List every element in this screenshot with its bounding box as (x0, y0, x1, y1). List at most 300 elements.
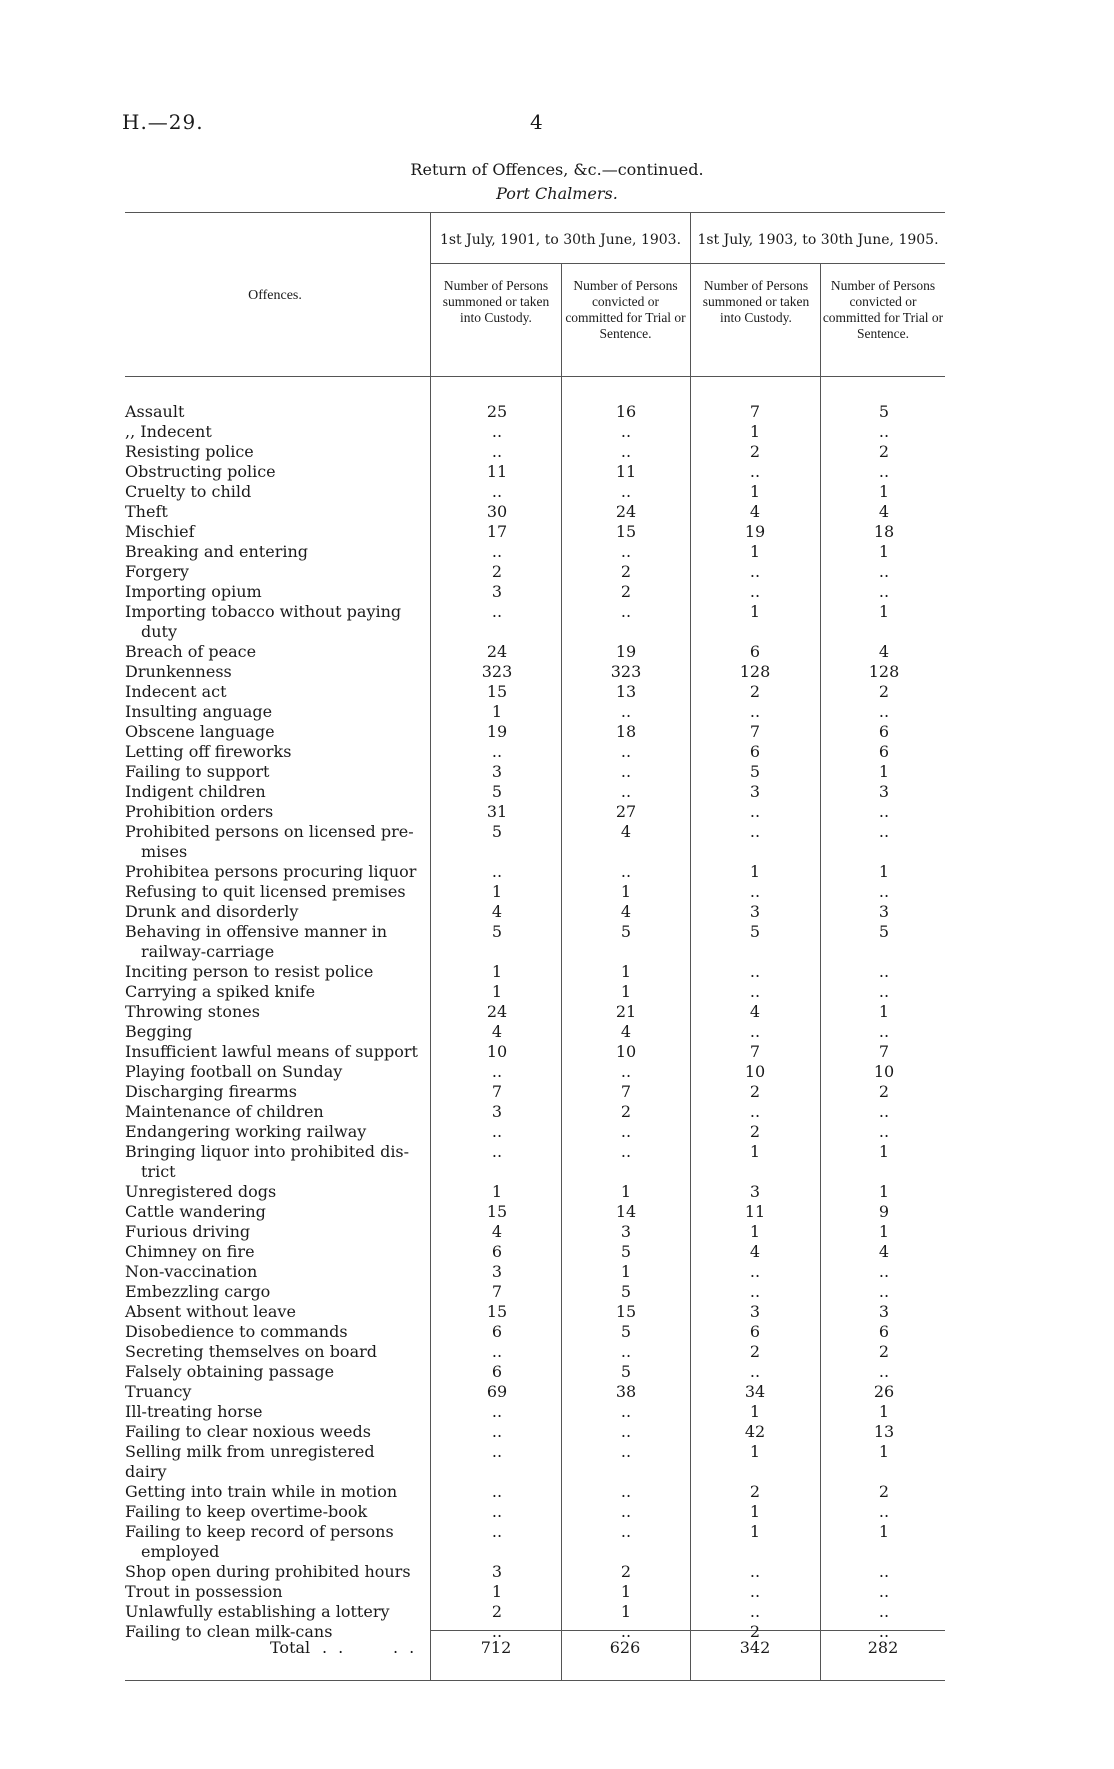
offence-name: Embezzling cargo (125, 1282, 271, 1301)
offence-name: Failing to keep overtime-book (125, 1502, 368, 1521)
table-row (125, 1602, 945, 1622)
offence-name: Prohibition orders (125, 802, 274, 821)
value-cell: 9 (878, 1202, 890, 1221)
table-row (125, 1182, 945, 1202)
offence-name: Getting into train while in motion (125, 1482, 398, 1501)
total-cell: 342 (739, 1638, 771, 1657)
value-cell: 6 (749, 1322, 761, 1341)
value-cell: .. (878, 1602, 890, 1621)
value-cell: 6 (878, 722, 890, 741)
offence-name: Insufficient lawful means of support (125, 1042, 418, 1061)
value-cell: 4 (749, 1242, 761, 1261)
value-cell: 24 (486, 642, 508, 661)
table-row (125, 1002, 945, 1022)
offence-name: Maintenance of children (125, 1102, 324, 1121)
value-cell: 5 (620, 1282, 632, 1301)
value-cell: .. (491, 1442, 503, 1461)
value-cell: .. (878, 802, 890, 821)
table-row (125, 1562, 945, 1582)
value-cell: 3 (491, 762, 503, 781)
value-cell: .. (878, 962, 890, 981)
total-dots: . . (322, 1638, 347, 1657)
value-cell: .. (878, 1122, 890, 1141)
offence-name: Begging (125, 1022, 193, 1041)
table-row (125, 962, 945, 982)
value-cell: 16 (615, 402, 637, 421)
value-cell: .. (620, 1442, 632, 1461)
value-cell: .. (620, 1502, 632, 1521)
value-cell: 1 (491, 702, 503, 721)
offence-name: Drunkenness (125, 662, 232, 681)
value-cell: 7 (491, 1082, 503, 1101)
table-row (125, 582, 945, 602)
column-header-summoned-1901: Number of Persons summoned or taken into Custody. (442, 278, 550, 325)
table-row (125, 742, 945, 762)
offence-name: Chimney on fire (125, 1242, 255, 1261)
value-cell: 19 (744, 522, 766, 541)
table-row (125, 1222, 945, 1242)
offence-name: Assault (125, 402, 185, 421)
value-cell: 5 (878, 402, 890, 421)
value-cell: 7 (749, 402, 761, 421)
value-cell: 1 (620, 1262, 632, 1281)
value-cell: .. (749, 1562, 761, 1581)
offence-name: Truancy (125, 1382, 192, 1401)
value-cell: 7 (620, 1082, 632, 1101)
value-cell: 26 (873, 1382, 895, 1401)
value-cell: 1 (620, 1602, 632, 1621)
value-cell: 2 (491, 562, 503, 581)
table-row (125, 1262, 945, 1282)
offence-name: Indigent children (125, 782, 266, 801)
value-cell: 1 (620, 982, 632, 1001)
value-cell: .. (749, 702, 761, 721)
table-row (125, 542, 945, 562)
offence-name: Indecent act (125, 682, 227, 701)
value-cell: .. (749, 982, 761, 1001)
offence-name: Secreting themselves on board (125, 1342, 377, 1361)
value-cell: .. (878, 1502, 890, 1521)
value-cell: 4 (491, 902, 503, 921)
value-cell: 1 (878, 1142, 890, 1161)
value-cell: 42 (744, 1422, 766, 1441)
value-cell: 1 (749, 482, 761, 501)
table-row (125, 1582, 945, 1602)
table-row (125, 1142, 945, 1182)
table-row (125, 782, 945, 802)
value-cell: 4 (620, 902, 632, 921)
column-header-convicted-1903: Number of Persons convicted or committed for Trial or Sentence. (822, 278, 944, 341)
offence-name: Refusing to quit licensed premises (125, 882, 406, 901)
table-bottom-rule (125, 1680, 945, 1681)
value-cell: 19 (615, 642, 637, 661)
value-cell: 5 (620, 922, 632, 941)
table-row (125, 682, 945, 702)
value-cell: 2 (491, 1602, 503, 1621)
value-cell: 24 (486, 1002, 508, 1021)
value-cell: 3 (878, 1302, 890, 1321)
offence-name: Inciting person to resist police (125, 962, 374, 981)
value-cell: .. (878, 582, 890, 601)
value-cell: 4 (491, 1222, 503, 1241)
value-cell: 2 (620, 1562, 632, 1581)
value-cell: 128 (868, 662, 900, 681)
value-cell: 3 (749, 902, 761, 921)
table-row (125, 1482, 945, 1502)
value-cell: 1 (749, 1502, 761, 1521)
value-cell: .. (749, 822, 761, 841)
value-cell: .. (878, 982, 890, 1001)
value-cell: .. (749, 462, 761, 481)
value-cell: 1 (620, 1582, 632, 1601)
total-label: Total (270, 1638, 311, 1657)
value-cell: .. (620, 762, 632, 781)
value-cell: .. (749, 802, 761, 821)
table-row (125, 1302, 945, 1322)
total-cell: 282 (867, 1638, 899, 1657)
value-cell: 128 (739, 662, 771, 681)
offence-name: Bringing liquor into prohibited dis- (125, 1142, 410, 1161)
value-cell: 30 (486, 502, 508, 521)
value-cell: 10 (873, 1062, 895, 1081)
value-cell: 5 (620, 1242, 632, 1261)
table-row (125, 442, 945, 462)
value-cell: 6 (878, 742, 890, 761)
table-row (125, 862, 945, 882)
value-cell: 3 (491, 1562, 503, 1581)
total-cell: 626 (609, 1638, 641, 1657)
value-cell: .. (620, 1622, 632, 1641)
value-cell: 11 (744, 1202, 766, 1221)
document-reference: H.—29. (122, 110, 204, 134)
value-cell: .. (878, 702, 890, 721)
period-header-1903-1905: 1st July, 1903, to 30th June, 1905. (697, 232, 939, 248)
total-dots: . . (393, 1638, 418, 1657)
value-cell: 34 (744, 1382, 766, 1401)
value-cell: 17 (486, 522, 508, 541)
value-cell: .. (620, 482, 632, 501)
table-row (125, 1322, 945, 1342)
value-cell: .. (878, 1362, 890, 1381)
value-cell: 2 (749, 682, 761, 701)
value-cell: 19 (486, 722, 508, 741)
offence-name: Failing to clean milk-cans (125, 1622, 333, 1641)
value-cell: .. (491, 482, 503, 501)
value-cell: 5 (491, 782, 503, 801)
table-top-rule (125, 212, 945, 213)
value-cell: 31 (486, 802, 508, 821)
value-cell: 1 (878, 1522, 890, 1541)
table-row (125, 1402, 945, 1422)
offence-name: Importing tobacco without paying (125, 602, 402, 621)
value-cell: .. (749, 1582, 761, 1601)
value-cell: .. (749, 582, 761, 601)
table-row (125, 1342, 945, 1362)
value-cell: 5 (491, 822, 503, 841)
offence-name: Unlawfully establishing a lottery (125, 1602, 390, 1621)
value-cell: 1 (749, 1402, 761, 1421)
value-cell: .. (749, 1282, 761, 1301)
value-cell: 15 (486, 682, 508, 701)
value-cell: 2 (749, 1622, 761, 1641)
value-cell: 3 (749, 1182, 761, 1201)
value-cell: 4 (620, 1022, 632, 1041)
offence-name: Cattle wandering (125, 1202, 266, 1221)
value-cell: .. (878, 822, 890, 841)
table-row (125, 642, 945, 662)
value-cell: 3 (749, 1302, 761, 1321)
value-cell: 2 (878, 1482, 890, 1501)
value-cell: .. (749, 1102, 761, 1121)
value-cell: 4 (878, 642, 890, 661)
value-cell: 3 (878, 902, 890, 921)
value-cell: .. (620, 1062, 632, 1081)
value-cell: .. (878, 1102, 890, 1121)
value-cell: 6 (749, 742, 761, 761)
value-cell: 6 (491, 1322, 503, 1341)
table-row (125, 1022, 945, 1042)
value-cell: 11 (486, 462, 508, 481)
value-cell: .. (878, 1582, 890, 1601)
value-cell: .. (620, 422, 632, 441)
offence-name: Endangering working railway (125, 1122, 367, 1141)
value-cell: 1 (878, 1402, 890, 1421)
value-cell: 1 (878, 762, 890, 781)
table-row (125, 462, 945, 482)
value-cell: 1 (878, 602, 890, 621)
table-row (125, 1062, 945, 1082)
value-cell: 4 (491, 1022, 503, 1041)
value-cell: 1 (620, 882, 632, 901)
table-row (125, 1522, 945, 1562)
value-cell: .. (878, 882, 890, 901)
value-cell: 6 (491, 1242, 503, 1261)
value-cell: 2 (749, 1482, 761, 1501)
table-row (125, 1362, 945, 1382)
table-row (125, 482, 945, 502)
offence-name: Discharging firearms (125, 1082, 297, 1101)
offence-name: Failing to clear noxious weeds (125, 1422, 371, 1441)
value-cell: .. (620, 1522, 632, 1541)
table-row (125, 1502, 945, 1522)
column-header-summoned-1903: Number of Persons summoned or taken into Custody. (702, 278, 810, 325)
value-cell: .. (491, 602, 503, 621)
value-cell: 13 (615, 682, 637, 701)
value-cell: 2 (749, 1082, 761, 1101)
value-cell: .. (620, 442, 632, 461)
value-cell: .. (620, 742, 632, 761)
offence-name: Prohibited persons on licensed pre- (125, 822, 414, 841)
table-row (125, 762, 945, 782)
table-row (125, 802, 945, 822)
value-cell: 10 (486, 1042, 508, 1061)
value-cell: .. (491, 1342, 503, 1361)
value-cell: 2 (749, 442, 761, 461)
value-cell: 5 (491, 922, 503, 941)
offence-name: Drunk and disorderly (125, 902, 299, 921)
offence-name: Behaving in offensive manner in (125, 922, 388, 941)
value-cell: .. (620, 1482, 632, 1501)
value-cell: 7 (749, 722, 761, 741)
table-row (125, 522, 945, 542)
value-cell: 1 (491, 882, 503, 901)
value-cell: 15 (486, 1302, 508, 1321)
value-cell: 11 (615, 462, 637, 481)
offence-name: Selling milk from unregistered dairy (125, 1442, 375, 1481)
offence-name: Obscene language (125, 722, 275, 741)
offence-name: Importing opium (125, 582, 262, 601)
value-cell: .. (491, 542, 503, 561)
value-cell: .. (491, 1502, 503, 1521)
value-cell: 18 (873, 522, 895, 541)
value-cell: 10 (615, 1042, 637, 1061)
offences-column-header: Offences. (248, 288, 302, 303)
value-cell: 7 (878, 1042, 890, 1061)
value-cell: 1 (749, 1142, 761, 1161)
value-cell: 1 (749, 542, 761, 561)
offence-name: Theft (125, 502, 168, 521)
value-cell: .. (491, 422, 503, 441)
value-cell: .. (749, 562, 761, 581)
table-row (125, 702, 945, 722)
value-cell: .. (491, 1402, 503, 1421)
value-cell: 7 (491, 1282, 503, 1301)
value-cell: 4 (878, 502, 890, 521)
value-cell: 10 (744, 1062, 766, 1081)
table-row (125, 1442, 945, 1482)
offence-name-continued: trict (141, 1162, 176, 1181)
value-cell: .. (749, 962, 761, 981)
value-cell: 25 (486, 402, 508, 421)
offence-name-continued: employed (141, 1542, 220, 1561)
offence-name: Falsely obtaining passage (125, 1362, 335, 1381)
value-cell: 2 (878, 682, 890, 701)
value-cell: 1 (620, 962, 632, 981)
table-title: Return of Offences, &c.—continued. (410, 160, 704, 179)
value-cell: 69 (486, 1382, 508, 1401)
value-cell: .. (620, 782, 632, 801)
offence-name: Trout in possession (125, 1582, 283, 1601)
table-row (125, 1282, 945, 1302)
value-cell: 38 (615, 1382, 637, 1401)
offence-name: Letting off fireworks (125, 742, 292, 761)
table-row (125, 1202, 945, 1222)
value-cell: 2 (620, 582, 632, 601)
value-cell: .. (491, 1422, 503, 1441)
offence-name: Obstructing police (125, 462, 276, 481)
offence-name: Prohibitea persons procuring liquor (125, 862, 417, 881)
table-row (125, 902, 945, 922)
offence-name: ,, Indecent (125, 422, 212, 441)
value-cell: 2 (749, 1122, 761, 1141)
value-cell: 2 (878, 1342, 890, 1361)
value-cell: 3 (878, 782, 890, 801)
value-cell: 2 (620, 1102, 632, 1121)
value-cell: 3 (491, 582, 503, 601)
table-subtitle: Port Chalmers. (496, 184, 618, 203)
value-cell: 2 (620, 562, 632, 581)
offences-table-body (125, 402, 945, 1642)
offence-name: Non-vaccination (125, 1262, 258, 1281)
value-cell: 15 (486, 1202, 508, 1221)
table-row (125, 562, 945, 582)
value-cell: 1 (878, 1442, 890, 1461)
value-cell: 2 (749, 1342, 761, 1361)
value-cell: .. (620, 542, 632, 561)
value-cell: 5 (749, 762, 761, 781)
value-cell: .. (491, 1122, 503, 1141)
offence-name: Disobedience to commands (125, 1322, 348, 1341)
offence-name: Breach of peace (125, 642, 257, 661)
value-cell: 1 (878, 542, 890, 561)
offence-name: Ill-treating horse (125, 1402, 263, 1421)
table-row (125, 402, 945, 422)
value-cell: 1 (749, 1442, 761, 1461)
value-cell: 4 (749, 502, 761, 521)
value-cell: .. (620, 862, 632, 881)
value-cell: .. (749, 1362, 761, 1381)
value-cell: 1 (491, 962, 503, 981)
value-cell: 3 (620, 1222, 632, 1241)
value-cell: 3 (491, 1102, 503, 1121)
offence-name: Forgery (125, 562, 189, 581)
offence-name: Mischief (125, 522, 195, 541)
value-cell: 1 (749, 1522, 761, 1541)
value-cell: 18 (615, 722, 637, 741)
value-cell: 14 (615, 1202, 637, 1221)
value-cell: 1 (878, 1222, 890, 1241)
value-cell: 323 (610, 662, 642, 681)
value-cell: 1 (878, 1182, 890, 1201)
value-cell: 7 (749, 1042, 761, 1061)
value-cell: 2 (878, 442, 890, 461)
value-cell: 1 (749, 862, 761, 881)
value-cell: 13 (873, 1422, 895, 1441)
value-cell: .. (620, 1122, 632, 1141)
value-cell: .. (878, 1282, 890, 1301)
value-cell: 4 (749, 1002, 761, 1021)
value-cell: .. (491, 742, 503, 761)
period-header-1901-1903: 1st July, 1901, to 30th June, 1903. (439, 232, 682, 248)
value-cell: 3 (749, 782, 761, 801)
value-cell: 1 (878, 862, 890, 881)
value-cell: .. (620, 1342, 632, 1361)
value-cell: .. (491, 1142, 503, 1161)
table-row (125, 1422, 945, 1442)
offence-name: Failing to support (125, 762, 270, 781)
table-row (125, 722, 945, 742)
value-cell: .. (491, 1482, 503, 1501)
table-row (125, 502, 945, 522)
table-row (125, 982, 945, 1002)
offence-name: Cruelty to child (125, 482, 252, 501)
offence-name: Playing football on Sunday (125, 1062, 343, 1081)
value-cell: .. (491, 442, 503, 461)
value-cell: 3 (491, 1262, 503, 1281)
value-cell: 6 (491, 1362, 503, 1381)
value-cell: 4 (620, 822, 632, 841)
value-cell: 323 (481, 662, 513, 681)
page-number: 4 (530, 110, 543, 134)
value-cell: .. (491, 1062, 503, 1081)
table-row (125, 922, 945, 962)
value-cell: 1 (491, 1582, 503, 1601)
total-cell: 712 (480, 1638, 512, 1657)
value-cell: 24 (615, 502, 637, 521)
value-cell: 2 (878, 1082, 890, 1101)
value-cell: .. (491, 862, 503, 881)
table-row (125, 422, 945, 442)
